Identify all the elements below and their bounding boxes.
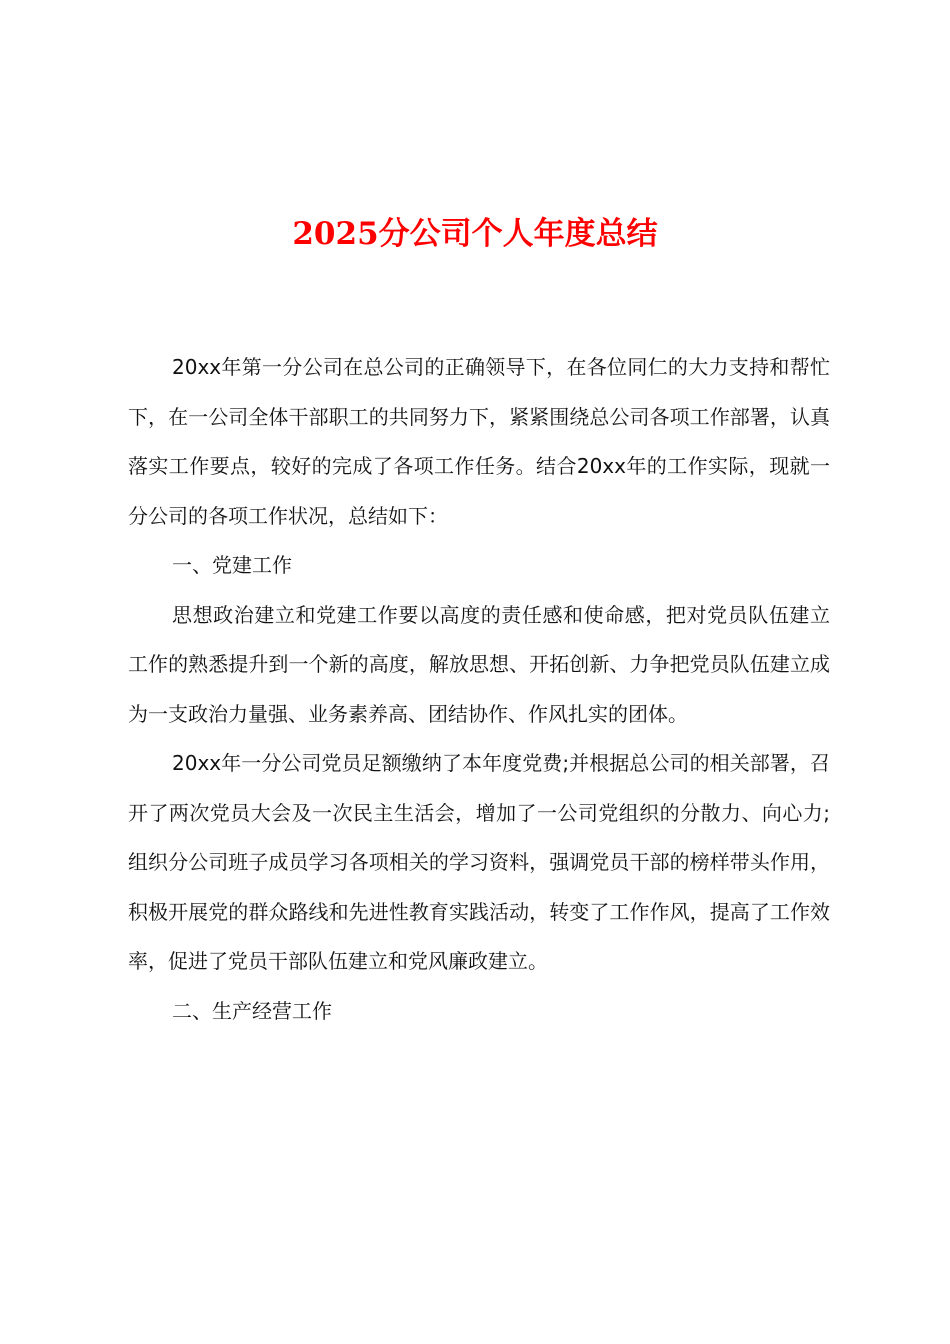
section-heading-party-building: 一、党建工作 — [172, 553, 292, 577]
section-heading-production: 二、生产经营工作 — [172, 998, 332, 1023]
intro-paragraph: 20xx年第一分公司在总公司的正确领导下，在各位同仁的大力支持和帮忙下，在一公司全体干部职工的共同努力下，紧紧围绕总公司各项工作部署，认真落实工作要点，较好的完成了各项工作任务。结合20xx年的工作实际，现就一分公司的各项工作状况，总结如下： — [128, 355, 830, 528]
party-building-paragraph-1: 思想政治建立和党建工作要以高度的责任感和使命感，把对党员队伍建立工作的熟悉提升到一个新的高度，解放思想、开拓创新、力争把党员队伍建立成为一支政治力量强、业务素养高、团结协作、作风扎实的团体。 — [128, 602, 830, 726]
document-title: 2025分公司个人年度总结 — [292, 216, 658, 252]
document-body — [128, 343, 830, 1036]
party-building-paragraph-2: 20xx年一分公司党员足额缴纳了本年度党费;并根据总公司的相关部署，召开了两次党员大会及一次民主生活会，增加了一公司党组织的分散力、向心力;组织分公司班子成员学习各项相关的学习资料，强调党员干部的榜样带头作用，积极开展党的群众路线和先进性教育实践活动，转变了工作作风，提高了工作效率，促进了党员干部队伍建立和党风廉政建立。 — [128, 751, 830, 973]
